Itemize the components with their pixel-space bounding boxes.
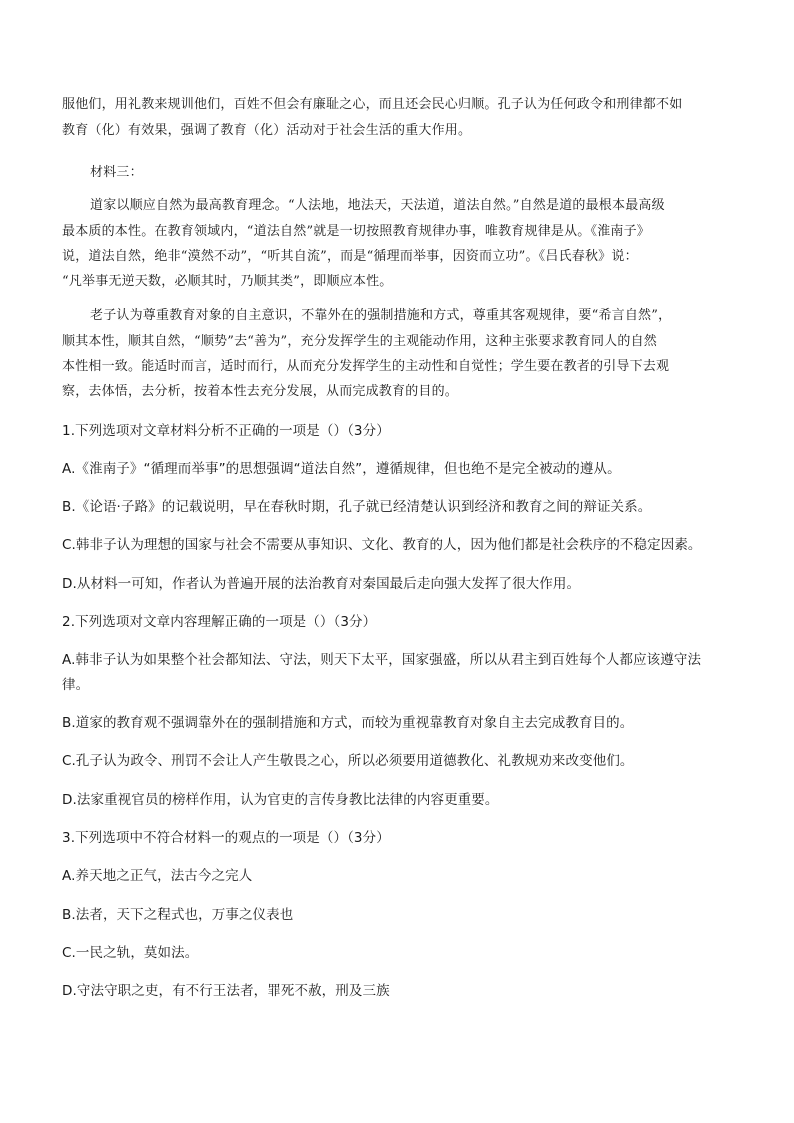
passage-line: 教育（化）有效果，强调了教育（化）活动对于社会生活的重大作用。 (62, 123, 472, 138)
question-1-option-a: A.《淮南子》“循理而举事”的思想强调“道法自然”，遵循规律，但也绝不是完全被动的遵从。 (62, 461, 621, 477)
material3-para1-line: 说，道法自然，绝非“漠然不动”，“听其自流”，而是“循理而举事，因资而立功”。《吕氏春秋》说： (62, 249, 638, 264)
material3-para1-line: 道家以顺应自然为最高教育理念。“人法地，地法天，天法道，道法自然。”自然是道的最根本最高级 (90, 198, 665, 213)
question-3-option-d: D.守法守职之吏，有不行王法者，罪死不赦，刑及三族 (62, 983, 390, 999)
material3-heading: 材料三： (90, 165, 143, 180)
material3-para2-line: 察，去体悟，去分析，按着本性去充分发展，从而完成教育的目的。 (62, 384, 459, 399)
question-2-option-b: B.道家的教育观不强调靠外在的强制措施和方式，而较为重视靠教育对象自主去完成教育目的。 (62, 715, 634, 731)
question-3-option-b: B.法者，天下之程式也，万事之仪表也 (62, 907, 294, 923)
material3-para2-line: 本性相一致。能适时而言，适时而行，从而充分发挥学生的主动性和自觉性；学生要在教者的引导下去观 (62, 359, 670, 374)
material3-para1-line: 最本质的本性。在教育领域内，“道法自然”就是一切按照教育规律办事，唯教育规律是从。《淮南子》 (62, 224, 650, 239)
material3-para2-line: 老子认为尊重教育对象的自主意识，不靠外在的强制措施和方式，尊重其客观规律，要“希言自然”， (90, 308, 672, 323)
question-1-option-c: C.韩非子认为理想的国家与社会不需要从事知识、文化、教育的人，因为他们都是社会秩序的不稳定因素。 (62, 537, 702, 553)
material3-para1-line: “凡举事无逆天数，必顺其时，乃顺其类”，即顺应本性。 (62, 274, 393, 289)
question-1-option-d: D.从材料一可知，作者认为普遍开展的法治教育对秦国最后走向强大发挥了很大作用。 (62, 576, 581, 592)
question-2-option-a-cont: 律。 (62, 677, 90, 693)
question-3-stem: 3.下列选项中不符合材料一的观点的一项是（）（3分） (62, 830, 390, 846)
question-3-option-c: C.一民之轨，莫如法。 (62, 945, 199, 961)
question-1-stem: 1.下列选项对文章材料分析不正确的一项是（）（3分） (62, 423, 390, 439)
question-2-option-c: C.孔子认为政令、刑罚不会让人产生敬畏之心，所以必须要用道德教化、礼教规劝来改变他们。 (62, 753, 634, 769)
question-1-option-b: B.《论语·子路》的记载说明，早在春秋时期，孔子就已经清楚认识到经济和教育之间的辩证关系。 (62, 499, 652, 515)
material3-para2-line: 顺其本性，顺其自然，“顺势”去“善为”，充分发挥学生的主观能动作用，这种主张要求教育同人的自然 (62, 334, 657, 349)
question-2-option-a: A.韩非子认为如果整个社会都知法、守法，则天下太平，国家强盛，所以从君主到百姓每个人都应该遵守法 (62, 652, 702, 668)
question-2-stem: 2.下列选项对文章内容理解正确的一项是（）（3分） (62, 614, 377, 630)
question-3-option-a: A.养天地之正气，法古今之完人 (62, 868, 253, 884)
question-2-option-d: D.法家重视官员的榜样作用，认为官吏的言传身教比法律的内容更重要。 (62, 792, 499, 808)
passage-line: 服他们，用礼教来规训他们，百姓不但会有廉耻之心，而且还会民心归顺。孔子认为任何政令和刑律都不如 (62, 97, 683, 112)
